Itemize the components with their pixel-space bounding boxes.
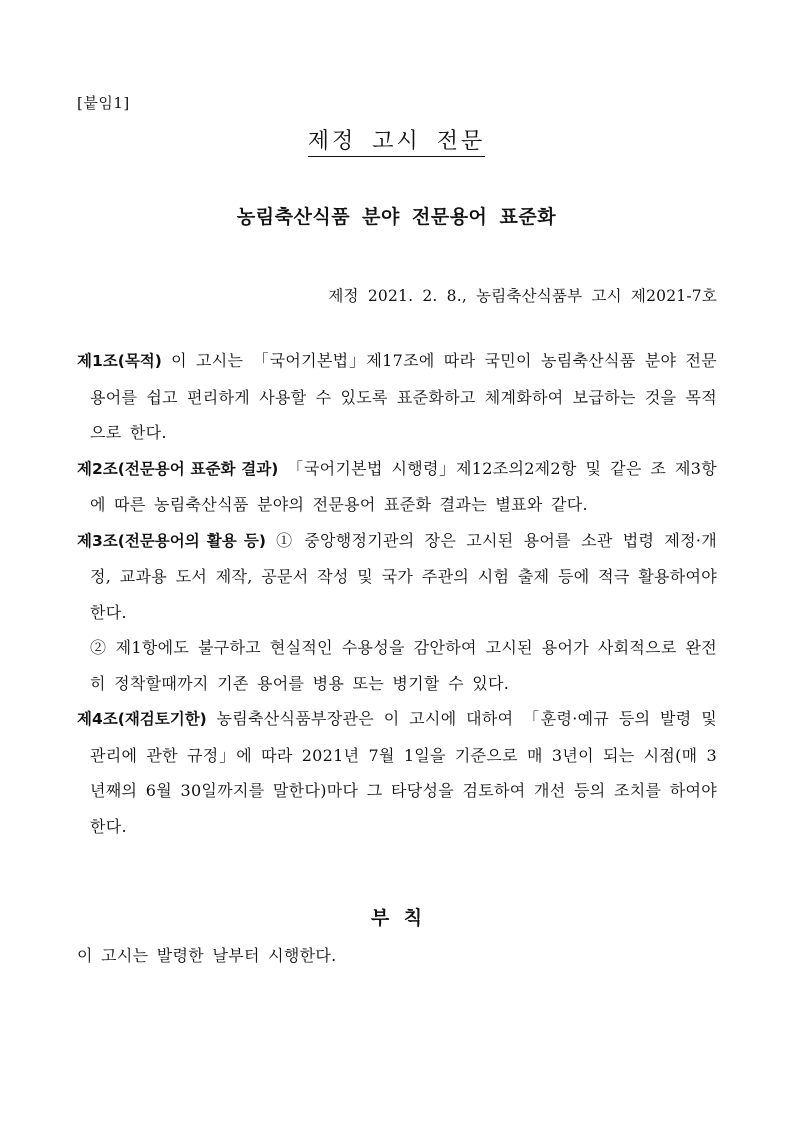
article-2 [77,451,717,523]
article-1 [77,343,717,451]
article-1-heading: 제1조(목적) [77,352,162,370]
addendum-text: 이 고시는 발령한 날부터 시행한다. [77,946,337,965]
document-subtitle: 농림축산식품 분야 전문용어 표준화 [236,206,557,228]
article-4-text: 농림축산식품부장관은 이 고시에 대하여 「훈령·예규 등의 발령 및 관리에 관한 규정」에 따라 2021년 7월 1일을 기준으로 매 3년이 되는 시점(매 3년째의 6월 30일까지를 말한다)마다 그 타당성을 검토하여 개선 등의 조치를 하여야 한다. [90,709,717,836]
addendum-title: 부 칙 [370,907,423,929]
article-3-paragraph-2: ② 제1항에도 불구하고 현실적인 수용성을 감안하여 고시된 용어가 사회적으로 완전히 정착할때까지 기존 용어를 병용 또는 병기할 수 있다. [90,638,717,693]
article-3-text: ① 중앙행정기관의 장은 고시된 용어를 소관 법령 제정·개정, 교과용 도서 제작, 공문서 작성 및 국가 주관의 시험 출제 등에 적극 활용하여야 한다. [90,530,717,622]
article-3 [77,523,717,631]
article-2-heading: 제2조(전문용어 표준화 결과) [77,459,279,478]
article-2-text: 「국어기본법 시행령」제12조의2제2항 및 같은 조 제3항에 따른 농림축산식품 분야의 전문용어 표준화 결과는 별표와 같다. [90,458,717,514]
article-3-heading: 제3조(전문용어의 활용 등) [77,531,266,550]
attachment-label: [붙임1] [77,94,130,112]
article-1-text: 이 고시는 「국어기본법」제17조에 따라 국민이 농림축산식품 분야 전문용어를 쉽고 편리하게 사용할 수 있도록 표준화하고 체계화하여 보급하는 것을 목적으로 한다. [90,351,717,442]
enactment-line: 제정 2021. 2. 8., 농림축산식품부 고시 제2021-7호 [328,287,717,305]
document-title-text: 제정 고시 전문 [308,129,486,157]
document-title [0,124,793,155]
article-4-heading: 제4조(재검토기한) [77,710,207,728]
articles-section [77,343,717,844]
article-4 [77,701,717,844]
